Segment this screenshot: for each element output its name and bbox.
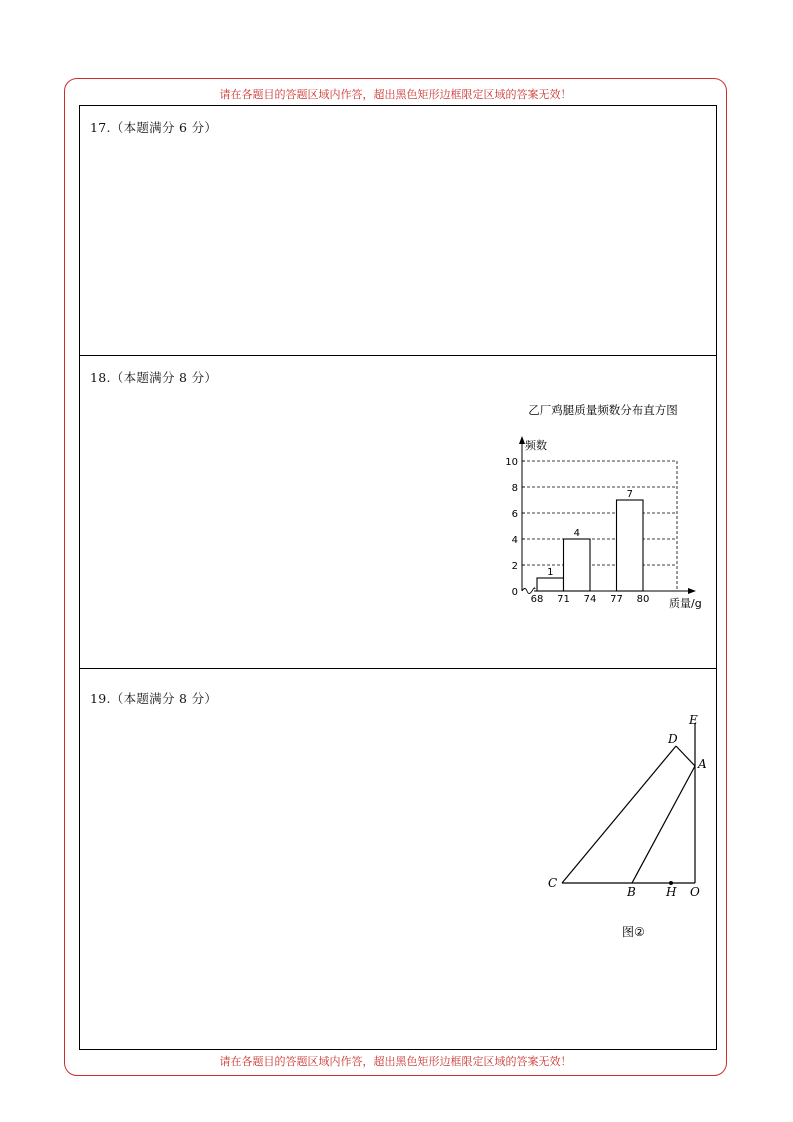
x-axis-label: 质量/g	[669, 597, 702, 610]
answer-box-18[interactable]	[79, 355, 717, 669]
label-c: C	[548, 876, 558, 890]
y-tick-label-6: 6	[511, 509, 518, 520]
figure-caption: 图②	[622, 925, 645, 939]
bar-value-label-0: 1	[547, 567, 554, 578]
chart-title: 乙厂鸡腿质量频数分布直方图	[528, 403, 678, 417]
bar-value-label-1: 4	[573, 528, 580, 539]
bar-value-label-3: 7	[626, 489, 633, 500]
label-o: O	[690, 885, 700, 899]
label-a: A	[698, 757, 707, 771]
y-tick-label-0: 0	[511, 587, 518, 598]
y-tick-label-8: 8	[511, 483, 518, 494]
geometry-figure-2	[540, 711, 720, 951]
y-tick-label-2: 2	[511, 561, 518, 572]
label-d: D	[668, 732, 678, 746]
question-18-title: 18.（本题满分 8 分）	[90, 370, 218, 385]
label-e: E	[689, 713, 698, 727]
warning-bottom: 请在各题目的答题区域内作答，超出黑色矩形边框限定区域的答案无效！	[219, 1055, 572, 1068]
answer-box-17[interactable]	[79, 105, 717, 356]
segment-da	[676, 746, 695, 766]
x-tick-label-77: 77	[610, 594, 623, 605]
x-tick-label-71: 71	[557, 594, 570, 605]
bar-68-71	[537, 578, 564, 591]
segment-ab	[632, 766, 695, 883]
answer-box-19[interactable]	[79, 668, 717, 1050]
segment-cd	[562, 746, 676, 883]
y-tick-label-4: 4	[511, 535, 518, 546]
bar-77-80	[617, 500, 644, 591]
label-h: H	[666, 885, 677, 899]
histogram-chart	[492, 396, 752, 646]
chart-grid	[522, 461, 677, 591]
x-axis-arrow	[688, 588, 696, 594]
chart-bars	[537, 489, 643, 591]
x-tick-label-80: 80	[636, 594, 650, 605]
question-17-title: 17.（本题满分 6 分）	[90, 120, 218, 135]
x-axis-break	[522, 588, 535, 594]
label-b: B	[627, 885, 636, 899]
x-tick-label-68: 68	[530, 594, 544, 605]
x-tick-label-74: 74	[583, 594, 597, 605]
y-tick-label-10: 10	[505, 457, 518, 468]
bar-71-74	[564, 539, 591, 591]
y-axis-label: 频数	[525, 439, 547, 452]
question-19-title: 19.（本题满分 8 分）	[90, 691, 218, 706]
warning-top: 请在各题目的答题区域内作答，超出黑色矩形边框限定区域的答案无效！	[219, 88, 572, 101]
